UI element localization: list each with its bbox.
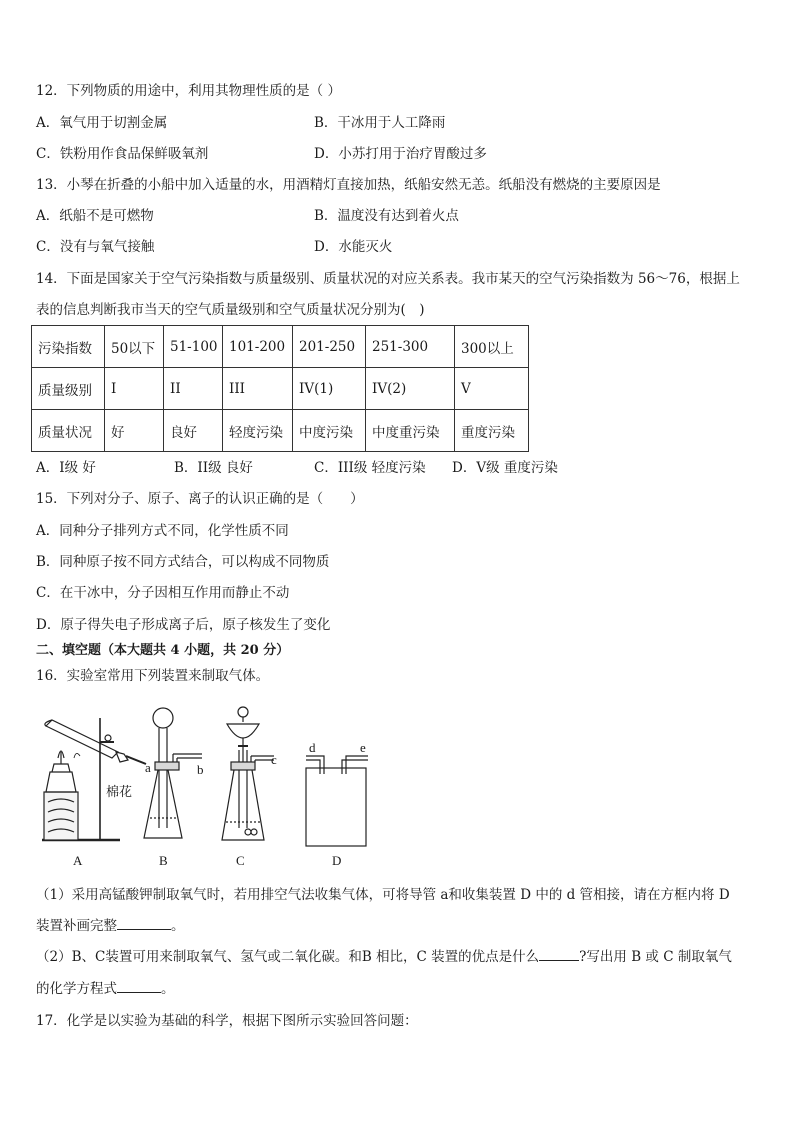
q16-part1-text: 装置补画完整 [36,918,117,934]
q15-option-a: A．同种分子排列方式不同，化学性质不同 [36,523,289,539]
q16-part2-equation-text: 的化学方程式 [36,981,117,997]
q16-part2-text-cont: ?写出用 B 或 C 制取氧气 [579,949,732,965]
table-cell: 重度污染 [455,410,529,452]
table-cell: 良好 [164,410,223,452]
table-cell: IV(1) [293,368,366,410]
table-row [32,368,529,410]
q12-stem: 12．下列物质的用途中，利用其物理性质的是（ ） [36,83,341,99]
q13-option-c: C．没有与氧气接触 [36,239,155,255]
apparatus-figure [30,700,390,875]
apparatus-b [144,708,202,838]
table-cell: V [455,368,529,410]
tube-label-a: a [145,760,151,775]
pollution-table [31,325,529,452]
tube-label-e: e [360,740,366,755]
q16-part2-text: （2）B、C装置可用来制取氧气、氢气或二氧化碳。和B 相比，C 装置的优点是什么 [36,949,540,965]
q15-option-c: C．在干冰中，分子因相互作用而静止不动 [36,585,290,601]
q13-stem: 13．小琴在折叠的小船中加入适量的水，用酒精灯直接加热，纸船安然无恙。纸船没有燃烧的主要原因是 [36,177,661,193]
q13-option-d: D．水能灭火 [314,239,393,255]
answer-blank[interactable] [117,980,161,993]
q13-option-b: B．温度没有达到着火点 [314,208,459,224]
table-row [32,326,529,368]
q12-option-a: A．氧气用于切割金属 [36,115,168,131]
q16-part2-line1 [36,948,732,966]
q17-stem: 17．化学是以实验为基础的科学，根据下图所示实验回答问题： [36,1013,418,1029]
table-cell: 轻度污染 [223,410,293,452]
table-cell: 质量状况 [32,410,105,452]
q13-option-a: A．纸船不是可燃物 [36,208,154,224]
table-cell: 51-100 [164,326,223,368]
table-row [32,410,529,452]
section-heading: 二、填空题（本大题共 4 小题，共 20 分） [36,643,290,658]
q16-stem: 16．实验室常用下列装置来制取气体。 [36,668,270,684]
table-cell: II [164,368,223,410]
label-c: C [236,853,245,868]
q12-option-b: B．干冰用于人工降雨 [314,115,446,131]
q15-stem: 15．下列对分子、原子、离子的认识正确的是（ ） [36,491,364,507]
label-b: B [159,853,168,868]
apparatus-a [42,718,146,840]
table-cell: I [105,368,164,410]
apparatus-d [306,756,368,846]
table-cell: 251-300 [366,326,455,368]
q12-option-d: D．小苏打用于治疗胃酸过多 [314,146,487,162]
q15-option-d: D．原子得失电子形成离子后，原子核发生了变化 [36,617,331,633]
apparatus-diagram [30,700,390,875]
table-cell: 201-250 [293,326,366,368]
table-cell: 101-200 [223,326,293,368]
q14-stem-line2: 表的信息判断我市当天的空气质量级别和空气质量状况分别为( ) [36,302,425,318]
table-cell: 300以上 [455,326,529,368]
apparatus-c [222,707,274,840]
q16-part1-end: 。 [171,918,185,934]
table-cell: IV(2) [366,368,455,410]
q16-part1-line2 [36,917,185,935]
q16-part1-line1: （1）采用高锰酸钾制取氧气时，若用排空气法收集气体，可将导管 a和收集装置 D 中的 d 管相接，请在方框内将 D [36,887,730,903]
answer-blank[interactable] [117,917,171,930]
q14-option-b: B．II级 良好 [174,460,253,476]
table-cell: 质量级别 [32,368,105,410]
q16-part2-line2 [36,980,175,998]
label-a: A [73,853,83,868]
q12-option-c: C．铁粉用作食品保鲜吸氧剂 [36,146,209,162]
tube-label-b: b [197,762,204,777]
q15-option-b: B．同种原子按不同方式结合，可以构成不同物质 [36,554,330,570]
table-cell: 污染指数 [32,326,105,368]
q14-stem-line1: 14．下面是国家关于空气污染指数与质量级别、质量状况的对应关系表。我市某天的空气污染指数为 56～76，根据上 [36,271,740,287]
q14-option-a: A．I级 好 [36,460,96,476]
q16-part2-end: 。 [161,981,175,997]
q14-option-d: D．V级 重度污染 [452,460,558,476]
table-cell: 中度重污染 [366,410,455,452]
tube-label-d: d [309,740,316,755]
label-d: D [332,853,342,868]
table-cell: 中度污染 [293,410,366,452]
cotton-label: 棉花 [106,784,133,799]
table-cell: 好 [105,410,164,452]
tube-label-c: c [271,752,277,767]
q14-option-c: C．III级 轻度污染 [314,460,426,476]
table-cell: 50以下 [105,326,164,368]
table-cell: III [223,368,293,410]
answer-blank[interactable] [539,948,579,961]
